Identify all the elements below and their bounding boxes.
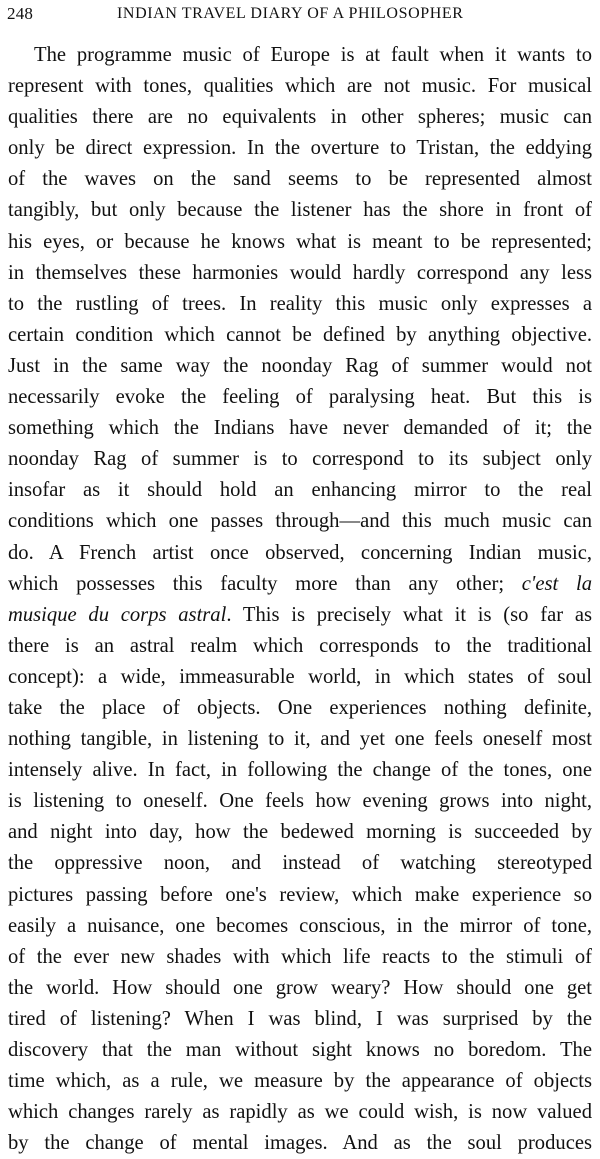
text-line: certain condition which cannot be defined by anything objective. bbox=[8, 323, 592, 346]
text-line: the world. How should one grow weary? How should one get bbox=[8, 976, 592, 999]
text-line: necessarily evoke the feeling of paralysing heat. But this is bbox=[8, 386, 592, 409]
text-line: to the rustling of trees. In reality this music only expresses a bbox=[8, 292, 592, 315]
text-line: in themselves these harmonies would hardly correspond any less bbox=[8, 261, 592, 284]
line-suffix: . This is precisely what it is (so far as bbox=[226, 603, 592, 626]
text-line: tired of listening? When I was blind, I was surprised by the bbox=[8, 1007, 592, 1030]
page-number: 248 bbox=[7, 4, 34, 23]
text-line: pictures passing before one's review, which make experience so bbox=[8, 883, 592, 906]
text-line: and night into day, how the bedewed morning is succeeded by bbox=[8, 821, 592, 844]
text-line: concept): a wide, immeasurable world, in which states of soul bbox=[8, 665, 592, 688]
text-line: time which, as a rule, we measure by the appearance of objects bbox=[8, 1070, 592, 1093]
page-header bbox=[7, 3, 590, 25]
text-line: insofar as it should hold an enhancing mirror to the real bbox=[8, 479, 592, 502]
text-line: discovery that the man without sight knows no boredom. The bbox=[8, 1039, 592, 1061]
text-line: only be direct expression. In the overture to Tristan, the eddying bbox=[8, 137, 592, 160]
text-line: there is an astral realm which corresponds to the traditional bbox=[8, 634, 592, 657]
text-line: noonday Rag of summer is to correspond to its subject only bbox=[8, 448, 592, 471]
text-line: of the waves on the sand seems to be represented almost bbox=[8, 168, 592, 191]
text-line-with-italic bbox=[8, 569, 592, 600]
text-line: conditions which one passes through—and this much music can bbox=[8, 510, 592, 533]
text-line: intensely alive. In fact, in following the change of the tones, one bbox=[8, 759, 592, 782]
text-line: of the ever new shades with which life reacts to the stimuli of bbox=[8, 945, 592, 968]
line-prefix: which possesses this faculty more than any other; bbox=[8, 572, 522, 595]
text-line: do. A French artist once observed, concerning Indian music, bbox=[8, 541, 592, 564]
body-text bbox=[8, 40, 592, 1159]
text-line: represent with tones, qualities which are not music. For musical bbox=[8, 75, 592, 98]
running-head: INDIAN TRAVEL DIARY OF A PHILOSOPHER bbox=[117, 5, 464, 22]
text-line: easily a nuisance, one becomes conscious, in the mirror of tone, bbox=[8, 914, 592, 937]
text-line: qualities there are no equivalents in other spheres; music can bbox=[8, 106, 592, 129]
text-line: The programme music of Europe is at fault when it wants to bbox=[34, 44, 592, 66]
text-line: take the place of objects. One experiences nothing definite, bbox=[8, 696, 592, 719]
text-line-with-italic bbox=[8, 600, 592, 631]
text-line: nothing tangible, in listening to it, and yet one feels oneself most bbox=[8, 728, 592, 751]
text-line: something which the Indians have never demanded of it; the bbox=[8, 417, 592, 440]
text-line: is listening to oneself. One feels how evening grows into night, bbox=[8, 790, 592, 813]
text-line: tangibly, but only because the listener has the shore in front of bbox=[8, 199, 592, 222]
text-line: his eyes, or because he knows what is meant to be represented; bbox=[8, 230, 592, 253]
text-line: which changes rarely as rapidly as we could wish, is now valued bbox=[8, 1101, 592, 1124]
text-line: by the change of mental images. And as the soul produces bbox=[8, 1132, 592, 1155]
text-line: the oppressive noon, and instead of watching stereotyped bbox=[8, 852, 592, 875]
italic-phrase: musique du corps astral bbox=[8, 603, 227, 626]
italic-phrase: c'est la bbox=[521, 572, 592, 595]
text-line: Just in the same way the noonday Rag of summer would not bbox=[8, 354, 592, 377]
